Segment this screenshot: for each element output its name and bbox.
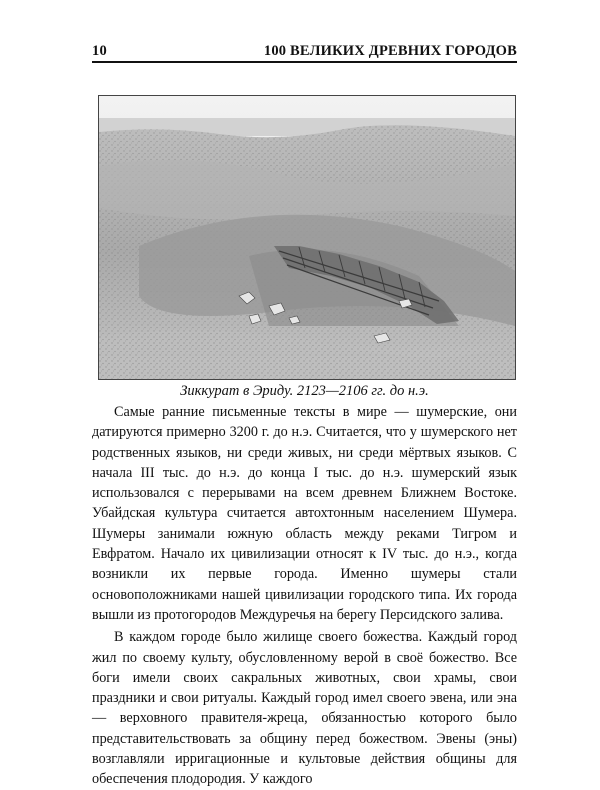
paragraph: Самые ранние письменные тексты в мире — шумерские, они датируются примерно 3200 г. до н.э. Считается, что у шумерского нет родственных языков, ни среди живых, ни среди мёртвых языков. С начала III тыс. до н.э. до конца I тыс. до н.э. шумерский язык использовался с перерывами на всем древнем Ближнем Востоке. Убайдская культура считается автохтонным населением Шумера. Шумеры занимали южную область между реками Тигром и Евфратом. Начало их цивилизации относят к IV тыс. до н.э., когда возникли их первые города. Именно шумеры стали основоположниками нашей цивилизации городского типа. Их города вышли из протогородов Междуречья на берегу Персидского залива. [92, 404, 517, 623]
body-text [92, 402, 517, 790]
photo-ziggurat-eridu [98, 95, 516, 380]
page-number: 10 [92, 43, 107, 59]
paragraph: В каждом городе было жилище своего божества. Каждый город жил по своему культу, обусловленному верой в своё божество. Все боги имели своих сакральных животных, свои храмы, свои праздники и свои ритуалы. Каждый город имел своего эвена, или эна — верховного правителя-жреца, обязанностью которого было представительствовать за общину перед божеством. Эвены (эны) возглавляли ирригационные и культовые действия общины для обеспечения плодородия. У каждого [92, 629, 517, 788]
photo-illustration [99, 96, 515, 379]
running-title: 100 ВЕЛИКИХ ДРЕВНИХ ГОРОДОВ [263, 43, 517, 59]
running-header [92, 34, 517, 60]
header-rule [92, 61, 517, 63]
figure-caption: Зиккурат в Эриду. 2123—2106 гг. до н.э. [180, 383, 429, 399]
